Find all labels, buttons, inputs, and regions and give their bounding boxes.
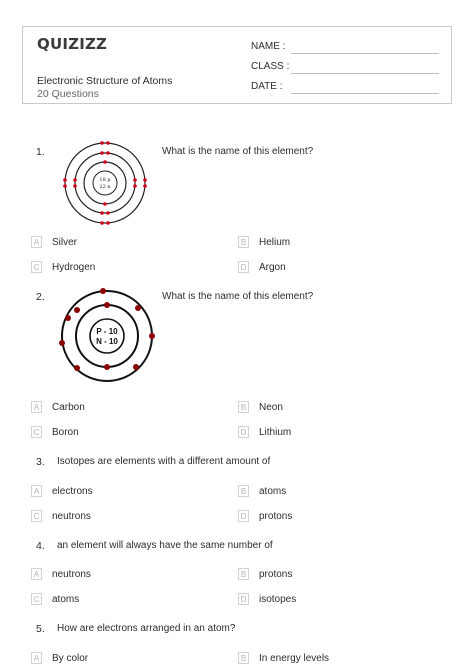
question-2-text: What is the name of this element? — [162, 291, 314, 302]
q1-option-d[interactable] — [238, 260, 286, 274]
option-text: Silver — [52, 236, 78, 248]
q3-option-c[interactable] — [31, 509, 91, 523]
question-5-number: 5. — [36, 623, 45, 635]
q2-option-a[interactable] — [31, 400, 85, 414]
option-letter: A — [31, 568, 42, 580]
option-letter: B — [238, 652, 249, 664]
name-label: NAME : — [251, 41, 286, 52]
worksheet-title: Electronic Structure of Atoms — [37, 75, 173, 87]
option-text: Lithium — [259, 426, 292, 438]
option-text: protons — [259, 568, 293, 580]
question-1-text: What is the name of this element? — [162, 146, 314, 157]
q3-option-d[interactable] — [238, 509, 292, 523]
name-field[interactable] — [251, 41, 285, 52]
option-letter: B — [238, 568, 249, 580]
option-letter: A — [31, 401, 42, 413]
class-label: CLASS : — [251, 61, 290, 72]
option-letter: C — [31, 593, 42, 605]
nucleus-protons: 18 p — [99, 177, 111, 183]
option-text: By color — [52, 652, 89, 664]
class-line — [291, 73, 439, 74]
option-letter: A — [31, 236, 42, 248]
q1-option-b[interactable] — [238, 235, 290, 249]
option-text: Boron — [52, 426, 79, 438]
option-text: Argon — [259, 261, 286, 273]
option-letter: D — [238, 261, 249, 273]
option-letter: D — [238, 593, 249, 605]
question-4-number: 4. — [36, 540, 45, 552]
option-letter: A — [31, 652, 42, 664]
option-text: Helium — [259, 236, 291, 248]
question-1-number: 1. — [36, 146, 45, 158]
name-line — [291, 53, 439, 54]
option-letter: C — [31, 426, 42, 438]
nucleus-protons: P - 10 — [96, 327, 118, 336]
option-letter: C — [31, 510, 42, 522]
option-text: protons — [259, 510, 293, 522]
q5-option-b[interactable] — [238, 651, 329, 665]
option-text: atoms — [259, 485, 287, 497]
date-field[interactable] — [251, 81, 282, 92]
question-5-text: How are electrons arranged in an atom? — [57, 623, 236, 634]
option-text: neutrons — [52, 568, 91, 580]
option-text: atoms — [52, 593, 80, 605]
worksheet-header — [22, 26, 452, 104]
option-letter: B — [238, 485, 249, 497]
date-line — [291, 93, 439, 94]
q4-option-a[interactable] — [31, 567, 91, 581]
quizizz-logo: QUIZIZZ — [37, 35, 108, 53]
question-3-text: Isotopes are elements with a different amount of — [57, 456, 271, 467]
q1-option-c[interactable] — [31, 260, 95, 274]
option-letter: C — [31, 261, 42, 273]
q4-option-b[interactable] — [238, 567, 292, 581]
option-letter: D — [238, 510, 249, 522]
q4-option-d[interactable] — [238, 592, 296, 606]
argon-atom-diagram — [60, 140, 150, 226]
option-text: In energy levels — [259, 652, 330, 664]
option-text: Carbon — [52, 401, 85, 413]
nucleus-neutrons: N - 10 — [96, 337, 118, 346]
option-text: isotopes — [259, 593, 297, 605]
q3-option-a[interactable] — [31, 484, 93, 498]
nucleus-neutrons: 22 n — [99, 184, 111, 190]
question-2-number: 2. — [36, 291, 45, 303]
option-letter: B — [238, 401, 249, 413]
q2-option-c[interactable] — [31, 425, 79, 439]
question-count: 20 Questions — [37, 88, 99, 100]
q3-option-b[interactable] — [238, 484, 286, 498]
neon-atom-diagram — [58, 288, 156, 384]
option-text: Neon — [259, 401, 283, 413]
option-letter: D — [238, 426, 249, 438]
question-4-text: an element will always have the same number of — [57, 540, 273, 551]
option-letter: B — [238, 236, 249, 248]
q1-option-a[interactable] — [31, 235, 77, 249]
option-text: electrons — [52, 485, 93, 497]
q5-option-a[interactable] — [31, 651, 88, 665]
option-letter: A — [31, 485, 42, 497]
q2-option-d[interactable] — [238, 425, 291, 439]
option-text: Hydrogen — [52, 261, 96, 273]
q2-option-b[interactable] — [238, 400, 283, 414]
q4-option-c[interactable] — [31, 592, 79, 606]
option-text: neutrons — [52, 510, 91, 522]
date-label: DATE : — [251, 81, 283, 92]
question-3-number: 3. — [36, 456, 45, 468]
class-field[interactable] — [251, 61, 289, 72]
